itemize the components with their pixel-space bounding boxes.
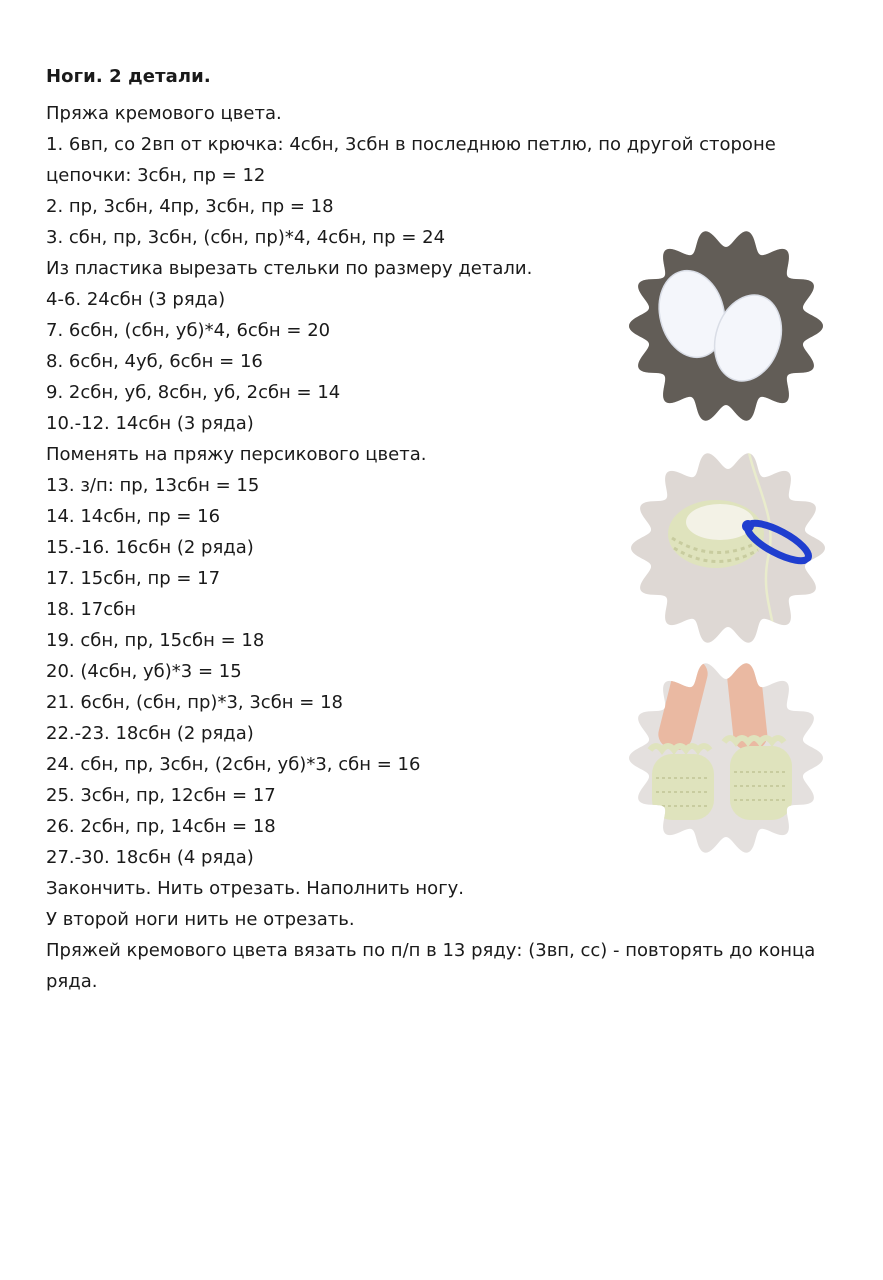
- page-title: Ноги. 2 детали.: [46, 66, 211, 87]
- instruction-line: 17. 15сбн, пр = 17: [46, 568, 221, 589]
- instruction-line: 22.-23. 18сбн (2 ряда): [46, 723, 254, 744]
- insoles-photo: [626, 226, 826, 426]
- instruction-line: 25. 3сбн, пр, 12сбн = 17: [46, 785, 276, 806]
- instruction-line: 8. 6сбн, 4уб, 6сбн = 16: [46, 351, 263, 372]
- instruction-line: Пряжа кремового цвета.: [46, 103, 282, 124]
- feet-illustration: [626, 658, 826, 858]
- instruction-line: 9. 2сбн, уб, 8сбн, уб, 2сбн = 14: [46, 382, 341, 403]
- feet-photo: [626, 658, 826, 858]
- boot-left: [652, 754, 714, 820]
- instruction-line: 1. 6вп, со 2вп от крючка: 4сбн, 3сбн в последнюю петлю, по другой стороне цепочки: 3сбн, пр = 12: [46, 134, 776, 186]
- instruction-line: Закончить. Нить отрезать. Наполнить ногу.: [46, 878, 465, 899]
- shoe-photo: [628, 448, 828, 648]
- instruction-line: У второй ноги нить не отрезать.: [46, 909, 355, 930]
- instruction-line: Пряжей кремового цвета вязать по п/п в 13 ряду: (3вп, сс) - повторять до конца ряда.: [46, 940, 816, 992]
- instruction-line: Из пластика вырезать стельки по размеру детали.: [46, 258, 533, 279]
- instruction-line: 14. 14сбн, пр = 16: [46, 506, 221, 527]
- instruction-line: 2. пр, 3сбн, 4пр, 3сбн, пр = 18: [46, 196, 334, 217]
- instruction-line: 15.-16. 16сбн (2 ряда): [46, 537, 254, 558]
- instruction-line: 13. з/п: пр, 13сбн = 15: [46, 475, 260, 496]
- instruction-line: 20. (4сбн, уб)*3 = 15: [46, 661, 242, 682]
- instruction-line: 4-6. 24сбн (3 ряда): [46, 289, 226, 310]
- instruction-line: 21. 6сбн, (сбн, пр)*3, 3сбн = 18: [46, 692, 343, 713]
- shoe-illustration: [628, 448, 828, 648]
- insoles-illustration: [626, 226, 826, 426]
- instruction-line: 10.-12. 14сбн (3 ряда): [46, 413, 254, 434]
- instruction-line: 26. 2сбн, пр, 14сбн = 18: [46, 816, 276, 837]
- instruction-line: 7. 6сбн, (сбн, уб)*4, 6сбн = 20: [46, 320, 331, 341]
- stitch-marker-clasp: [742, 520, 754, 532]
- instruction-line: 27.-30. 18сбн (4 ряда): [46, 847, 254, 868]
- instruction-line: 18. 17сбн: [46, 599, 137, 620]
- boot-right: [730, 746, 792, 820]
- instruction-line: Поменять на пряжу персикового цвета.: [46, 444, 427, 465]
- instruction-line: 19. сбн, пр, 15сбн = 18: [46, 630, 265, 651]
- instruction-line: 3. сбн, пр, 3сбн, (сбн, пр)*4, 4сбн, пр = 24: [46, 227, 446, 248]
- instruction-line: 24. сбн, пр, 3сбн, (2сбн, уб)*3, сбн = 16: [46, 754, 421, 775]
